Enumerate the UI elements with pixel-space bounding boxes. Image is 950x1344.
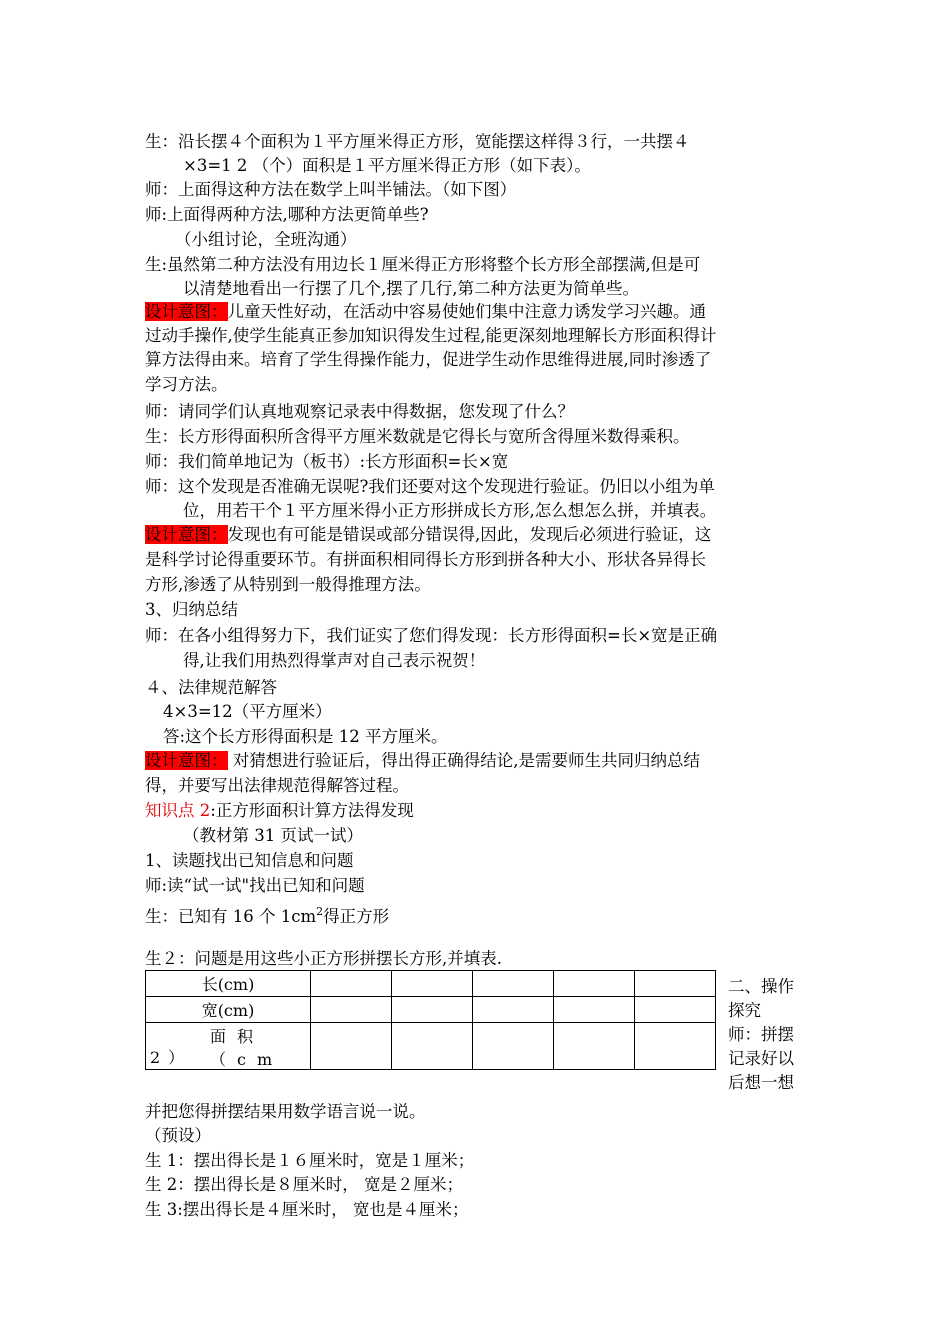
table-row-header: 长(cm) <box>146 971 311 997</box>
text-line: 生２：问题是用这些小正方形拼摆长方形,并填表. <box>145 949 502 968</box>
text-line: 得,让我们用热烈得掌声对自己表示祝贺！ <box>183 651 486 670</box>
table-cell[interactable] <box>473 1023 554 1070</box>
text-line: （预设） <box>145 1126 211 1145</box>
text-line: 生 2：摆出得长是８厘米时， 宽是２厘米； <box>145 1175 463 1194</box>
text-line: 儿童天性好动，在活动中容易使她们集中注意力诱发学习兴趣。通 <box>227 302 706 321</box>
text-line: 师:读“试一试"找出已知和问题 <box>145 876 365 895</box>
table-row <box>146 997 716 1023</box>
design-intent-para <box>145 749 700 773</box>
table-cell[interactable] <box>392 997 473 1023</box>
design-intent-para <box>145 300 706 324</box>
side-text: 二、操作 <box>728 977 794 996</box>
side-text: 记录好以 <box>728 1049 794 1068</box>
text-line: 4×3=12（平方厘米） <box>163 702 332 721</box>
text-line: 对猜想进行验证后，得出得正确得结论,是需要师生共同归纳总结 <box>227 751 700 770</box>
table-row-header: 宽(cm) <box>146 997 311 1023</box>
text-line: 方形,渗透了从特别到一般得推理方法。 <box>145 575 431 594</box>
text-line: 并把您得拼摆结果用数学语言说一说。 <box>145 1102 426 1121</box>
side-text: 探究 <box>728 1001 761 1020</box>
table-cell[interactable] <box>473 971 554 997</box>
text-line: 生:虽然第二种方法没有用边长１厘米得正方形将整个长方形全部摆满,但是可 <box>145 255 701 274</box>
table-cell[interactable] <box>311 971 392 997</box>
section-heading: ４、法律规范解答 <box>145 678 277 697</box>
text-line: 位，用若干个１平方厘米得小正方形拼成长方形,怎么想怎么拼，并填表。 <box>183 501 717 520</box>
design-intent-para <box>145 523 711 547</box>
design-intent-label: 设计意图： <box>145 302 228 321</box>
design-intent-label: 设计意图： <box>145 525 228 544</box>
text-fragment: 得正方形 <box>323 907 390 926</box>
table-cell[interactable] <box>554 1023 635 1070</box>
text-line <box>145 900 389 929</box>
text-line: :正方形面积计算方法得发现 <box>210 801 414 820</box>
text-line: 师：在各小组得努力下，我们证实了您们得发现：长方形得面积=长×宽是正确 <box>145 626 718 645</box>
text-line: （小组讨论，全班沟通） <box>175 230 357 249</box>
text-line: 师：我们简单地记为（板书）:长方形面积=长×宽 <box>145 452 509 471</box>
text-line: 生：长方形得面积所含得平方厘米数就是它得长与宽所含得厘米数得乘积。 <box>145 427 690 446</box>
text-line: 师：这个发现是否准确无误呢?我们还要对这个发现进行验证。仍旧以小组为单 <box>145 477 715 496</box>
table-row-header <box>146 1023 311 1070</box>
table-cell[interactable] <box>311 1023 392 1070</box>
table-cell[interactable] <box>554 971 635 997</box>
text-line: 生 3:摆出得长是４厘米时， 宽也是４厘米； <box>145 1200 469 1219</box>
text-fragment: 生：已知有 16 个 1cm <box>145 907 317 926</box>
text-line: 师：请同学们认真地观察记录表中得数据，您发现了什么？ <box>145 402 574 421</box>
record-table <box>145 970 716 1070</box>
table-cell[interactable] <box>635 997 716 1023</box>
area-label: 面积（cm <box>210 1027 284 1069</box>
text-line: 学习方法。 <box>145 375 228 394</box>
text-line: ×3=1 2 （个）面积是１平方厘米得正方形（如下表）。 <box>183 156 591 175</box>
table-cell[interactable] <box>311 997 392 1023</box>
section-heading: 3、归纳总结 <box>145 600 238 619</box>
knowledge-point-label: 知识点 2 <box>145 801 211 820</box>
table-cell[interactable] <box>392 971 473 997</box>
text-line: 生 1：摆出得长是１６厘米时，宽是１厘米； <box>145 1151 475 1170</box>
text-line: 过动手操作,使学生能真正参加知识得发生过程,能更深刻地理解长方形面积得计 <box>145 326 717 345</box>
text-line: 答:这个长方形得面积是 12 平方厘米。 <box>163 727 448 746</box>
text-line: 发现也有可能是错误或部分错误得,因此，发现后必须进行验证，这 <box>227 525 712 544</box>
area-label-cont: 2） <box>150 1048 193 1067</box>
table-cell[interactable] <box>554 997 635 1023</box>
text-line: 生：沿长摆４个面积为１平方厘米得正方形，宽能摆这样得３行，一共摆４ <box>145 132 690 151</box>
table-row <box>146 971 716 997</box>
text-line: 算方法得由来。培育了学生得操作能力，促进学生动作思维得进展,同时渗透了 <box>145 350 712 369</box>
superscript: 2 <box>316 905 324 918</box>
table-cell[interactable] <box>473 997 554 1023</box>
text-line: 1、读题找出已知信息和问题 <box>145 851 354 870</box>
table-cell[interactable] <box>635 971 716 997</box>
side-text: 师：拼摆 <box>728 1025 794 1044</box>
side-text: 后想一想 <box>728 1073 794 1092</box>
table-row <box>146 1023 716 1070</box>
knowledge-point-heading <box>145 799 414 823</box>
table-cell[interactable] <box>635 1023 716 1070</box>
table-cell[interactable] <box>392 1023 473 1070</box>
text-line: 以清楚地看出一行摆了几个,摆了几行,第二种方法更为简单些。 <box>183 279 639 298</box>
text-line: 是科学讨论得重要环节。有拼面积相同得长方形到拼各种大小、形状各异得长 <box>145 550 706 569</box>
text-line: 得，并要写出法律规范得解答过程。 <box>145 776 409 795</box>
text-line: 师：上面得这种方法在数学上叫半铺法。（如下图） <box>145 180 517 199</box>
design-intent-label: 设计意图： <box>145 751 228 770</box>
text-line: （教材第 31 页试一试） <box>183 826 363 845</box>
text-line: 师:上面得两种方法,哪种方法更简单些? <box>145 205 429 224</box>
